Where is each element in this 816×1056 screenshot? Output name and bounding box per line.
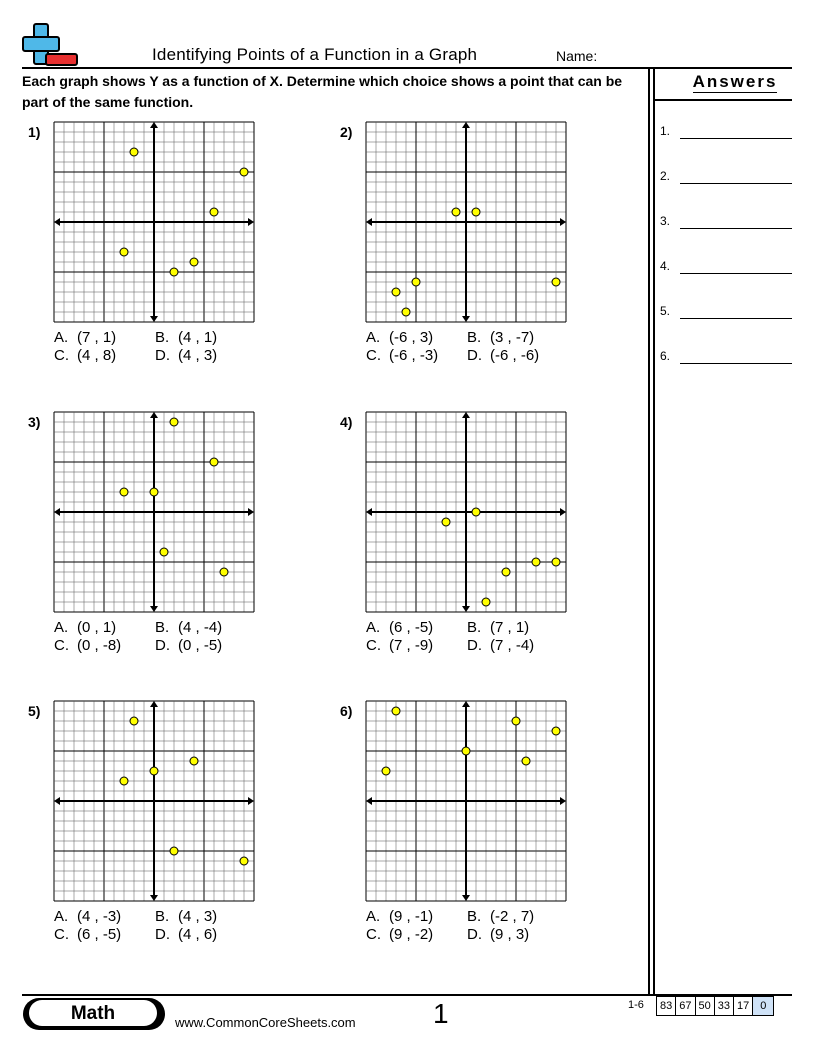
arrow-up-icon bbox=[150, 122, 158, 128]
arrow-left-icon bbox=[54, 218, 60, 226]
plotted-point bbox=[532, 558, 540, 566]
choice-row bbox=[54, 908, 274, 926]
plotted-point bbox=[472, 508, 480, 516]
choice-letter: D. bbox=[467, 347, 482, 364]
problem-number: 4) bbox=[340, 414, 353, 430]
choice-text[interactable]: (0 , 1) bbox=[77, 619, 117, 636]
answer-choices bbox=[366, 619, 586, 657]
choice-letter: B. bbox=[155, 329, 170, 346]
choice-letter: B. bbox=[155, 908, 170, 925]
choice-letter: D. bbox=[155, 926, 170, 943]
answer-line[interactable] bbox=[660, 169, 792, 189]
answer-blank[interactable] bbox=[680, 318, 792, 319]
arrow-down-icon bbox=[462, 606, 470, 612]
score-cell: 67 bbox=[676, 997, 695, 1015]
choice-letter: A. bbox=[366, 329, 381, 346]
answer-blank[interactable] bbox=[680, 363, 792, 364]
coordinate-graph bbox=[52, 699, 256, 903]
plotted-point bbox=[462, 747, 470, 755]
arrow-down-icon bbox=[462, 895, 470, 901]
choice-text[interactable]: (7 , 1) bbox=[77, 329, 117, 346]
answer-blank[interactable] bbox=[680, 273, 792, 274]
plotted-point bbox=[240, 168, 248, 176]
answer-number: 2. bbox=[660, 169, 671, 183]
score-cell: 50 bbox=[696, 997, 715, 1015]
plotted-point bbox=[452, 208, 460, 216]
answer-column-divider bbox=[648, 68, 650, 994]
coordinate-graph bbox=[52, 120, 256, 324]
choice-text[interactable]: (4 , 1) bbox=[178, 329, 218, 346]
choice-letter: D. bbox=[467, 637, 482, 654]
subject-label: Math bbox=[29, 1000, 157, 1026]
choice-text[interactable]: (0 , -8) bbox=[77, 637, 122, 654]
plotted-point bbox=[552, 727, 560, 735]
plotted-point bbox=[170, 418, 178, 426]
worksheet-title: Identifying Points of a Function in a Graph bbox=[152, 45, 478, 64]
plotted-point bbox=[552, 558, 560, 566]
choice-text[interactable]: (4 , 3) bbox=[178, 908, 218, 925]
choice-letter: C. bbox=[54, 926, 69, 943]
answers-title-text: Answers bbox=[692, 72, 778, 91]
plotted-point bbox=[220, 568, 228, 576]
choice-letter: A. bbox=[54, 619, 69, 636]
arrow-down-icon bbox=[462, 316, 470, 322]
answer-line[interactable] bbox=[660, 214, 792, 234]
plotted-point bbox=[502, 568, 510, 576]
plotted-point bbox=[120, 248, 128, 256]
choice-row bbox=[54, 926, 274, 944]
answer-choices bbox=[366, 329, 586, 367]
answer-blank[interactable] bbox=[680, 138, 792, 139]
choice-row bbox=[366, 637, 586, 655]
plotted-point bbox=[210, 208, 218, 216]
plotted-point bbox=[190, 757, 198, 765]
choice-row bbox=[54, 637, 274, 655]
choice-letter: A. bbox=[54, 329, 69, 346]
choice-text[interactable]: (9 , 3) bbox=[490, 926, 530, 943]
arrow-up-icon bbox=[462, 122, 470, 128]
answer-column-divider bbox=[653, 68, 655, 994]
choice-text[interactable]: (4 , -4) bbox=[178, 619, 223, 636]
plus-minus-logo-icon bbox=[22, 22, 80, 68]
plotted-point bbox=[472, 208, 480, 216]
header-rule bbox=[22, 67, 792, 69]
answer-choices bbox=[54, 329, 274, 367]
arrow-left-icon bbox=[366, 797, 372, 805]
answer-number: 6. bbox=[660, 349, 671, 363]
choice-letter: B. bbox=[467, 908, 482, 925]
choice-text[interactable]: (9 , -2) bbox=[389, 926, 434, 943]
choice-text[interactable]: (7 , -4) bbox=[490, 637, 535, 654]
website-link[interactable]: www.CommonCoreSheets.com bbox=[175, 1015, 356, 1030]
coordinate-graph bbox=[364, 120, 568, 324]
plotted-point bbox=[402, 308, 410, 316]
choice-text[interactable]: (4 , 6) bbox=[178, 926, 218, 943]
arrow-down-icon bbox=[150, 895, 158, 901]
arrow-right-icon bbox=[560, 508, 566, 516]
answers-title bbox=[655, 72, 815, 92]
plotted-point bbox=[190, 258, 198, 266]
arrow-right-icon bbox=[560, 218, 566, 226]
choice-letter: D. bbox=[155, 347, 170, 364]
answer-choices bbox=[54, 619, 274, 657]
answer-line[interactable] bbox=[660, 259, 792, 279]
plotted-point bbox=[382, 767, 390, 775]
plotted-point bbox=[412, 278, 420, 286]
plotted-point bbox=[130, 148, 138, 156]
choice-text[interactable]: (9 , -1) bbox=[389, 908, 434, 925]
answer-line[interactable] bbox=[660, 124, 792, 144]
arrow-up-icon bbox=[150, 412, 158, 418]
arrow-up-icon bbox=[462, 701, 470, 707]
plotted-point bbox=[482, 598, 490, 606]
answers-rule bbox=[655, 99, 792, 101]
arrow-up-icon bbox=[150, 701, 158, 707]
score-cell: 83 bbox=[657, 997, 676, 1015]
choice-text[interactable]: (6 , -5) bbox=[389, 619, 434, 636]
choice-text[interactable]: (7 , -9) bbox=[389, 637, 434, 654]
arrow-left-icon bbox=[54, 508, 60, 516]
plotted-point bbox=[522, 757, 530, 765]
choice-letter: D. bbox=[467, 926, 482, 943]
score-cell: 17 bbox=[734, 997, 753, 1015]
plotted-point bbox=[552, 278, 560, 286]
choice-letter: B. bbox=[155, 619, 170, 636]
problem-number: 2) bbox=[340, 124, 353, 140]
arrow-right-icon bbox=[248, 508, 254, 516]
answer-choices bbox=[54, 908, 274, 946]
choice-text[interactable]: (7 , 1) bbox=[490, 619, 530, 636]
arrow-right-icon bbox=[560, 797, 566, 805]
choice-text[interactable]: (3 , -7) bbox=[490, 329, 535, 346]
problem-number: 6) bbox=[340, 703, 353, 719]
choice-text[interactable]: (-6 , 3) bbox=[389, 329, 434, 346]
choice-row bbox=[366, 926, 586, 944]
choice-letter: C. bbox=[54, 347, 69, 364]
answer-number: 4. bbox=[660, 259, 671, 273]
plotted-point bbox=[392, 288, 400, 296]
plotted-point bbox=[150, 488, 158, 496]
coordinate-graph bbox=[52, 410, 256, 614]
score-range-label: 1-6 bbox=[628, 999, 644, 1011]
answer-number: 1. bbox=[660, 124, 671, 138]
choice-letter: D. bbox=[155, 637, 170, 654]
answer-blank[interactable] bbox=[680, 228, 792, 229]
choice-row bbox=[366, 908, 586, 926]
answer-line[interactable] bbox=[660, 304, 792, 324]
answer-line[interactable] bbox=[660, 349, 792, 369]
choice-row bbox=[366, 619, 586, 637]
choice-text[interactable]: (-6 , -6) bbox=[490, 347, 540, 364]
plotted-point bbox=[240, 857, 248, 865]
choice-letter: A. bbox=[54, 908, 69, 925]
choice-row bbox=[366, 347, 586, 365]
choice-letter: C. bbox=[366, 347, 381, 364]
problem-number: 3) bbox=[28, 414, 41, 430]
choice-text[interactable]: (6 , -5) bbox=[77, 926, 122, 943]
choice-letter: A. bbox=[366, 619, 381, 636]
choice-row bbox=[54, 347, 274, 365]
problem-number: 5) bbox=[28, 703, 41, 719]
plotted-point bbox=[170, 268, 178, 276]
choice-row bbox=[366, 329, 586, 347]
coordinate-graph bbox=[364, 410, 568, 614]
name-label: Name: bbox=[556, 48, 598, 64]
choice-letter: A. bbox=[366, 908, 381, 925]
answer-number: 3. bbox=[660, 214, 671, 228]
arrow-left-icon bbox=[366, 218, 372, 226]
choice-letter: B. bbox=[467, 329, 482, 346]
problem-number: 1) bbox=[28, 124, 41, 140]
arrow-up-icon bbox=[462, 412, 470, 418]
choice-text[interactable]: (0 , -5) bbox=[178, 637, 223, 654]
page-number: 1 bbox=[433, 998, 449, 1029]
choice-letter: B. bbox=[467, 619, 482, 636]
plotted-point bbox=[512, 717, 520, 725]
choice-row bbox=[54, 619, 274, 637]
arrow-right-icon bbox=[248, 797, 254, 805]
arrow-right-icon bbox=[248, 218, 254, 226]
plotted-point bbox=[120, 488, 128, 496]
plotted-point bbox=[130, 717, 138, 725]
choice-text[interactable]: (4 , 8) bbox=[77, 347, 117, 364]
choice-text[interactable]: (-2 , 7) bbox=[490, 908, 535, 925]
choice-text[interactable]: (-6 , -3) bbox=[389, 347, 439, 364]
answer-blank[interactable] bbox=[680, 183, 792, 184]
choice-row bbox=[54, 329, 274, 347]
coordinate-graph bbox=[364, 699, 568, 903]
arrow-left-icon bbox=[366, 508, 372, 516]
arrow-down-icon bbox=[150, 316, 158, 322]
answer-number: 5. bbox=[660, 304, 671, 318]
score-cell: 0 bbox=[753, 997, 773, 1015]
score-table bbox=[656, 996, 774, 1016]
choice-letter: C. bbox=[54, 637, 69, 654]
plotted-point bbox=[150, 767, 158, 775]
plotted-point bbox=[170, 847, 178, 855]
score-cell: 33 bbox=[715, 997, 734, 1015]
arrow-left-icon bbox=[54, 797, 60, 805]
choice-text[interactable]: (4 , 3) bbox=[178, 347, 218, 364]
choice-text[interactable]: (4 , -3) bbox=[77, 908, 122, 925]
choice-letter: C. bbox=[366, 926, 381, 943]
plotted-point bbox=[392, 707, 400, 715]
plotted-point bbox=[120, 777, 128, 785]
choice-letter: C. bbox=[366, 637, 381, 654]
instructions: Each graph shows Y as a function of X. Determine which choice shows a point that can be part of the same function. bbox=[22, 73, 623, 110]
answer-choices bbox=[366, 908, 586, 946]
plotted-point bbox=[210, 458, 218, 466]
plotted-point bbox=[160, 548, 168, 556]
arrow-down-icon bbox=[150, 606, 158, 612]
plotted-point bbox=[442, 518, 450, 526]
